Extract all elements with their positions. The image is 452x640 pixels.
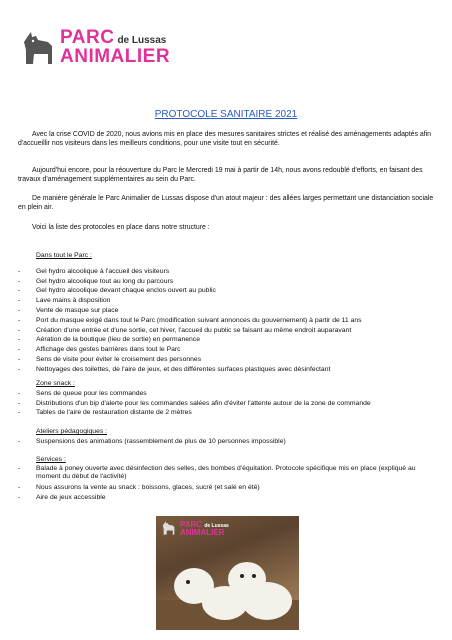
section-parc bbox=[18, 251, 436, 375]
protocol-list bbox=[18, 389, 436, 418]
list-item: - Distributions d'un bip d'alerte pour les commandes salées afin d'éviter l'attente autour de la zone de commande bbox=[18, 399, 371, 407]
list-item: - Balade à poney ouverte avec désinfection des selles, des bombes d'équitation. Protocole spécifique mis en place (expliqué au moment du début de l'activité) bbox=[18, 464, 416, 481]
list-item: - Lave mains à disposition bbox=[18, 297, 111, 305]
goat-logo-icon bbox=[22, 30, 56, 66]
protocol-list bbox=[18, 437, 436, 447]
list-item: - Sens de queue pour les commandes bbox=[18, 389, 147, 397]
protocol-list bbox=[18, 465, 436, 503]
section-heading: Services : bbox=[36, 456, 66, 463]
section-heading: Ateliers pédagogiques : bbox=[36, 428, 108, 435]
parc-animalier-logo bbox=[22, 24, 182, 70]
goat-logo-icon bbox=[162, 520, 176, 536]
list-item: - Aération de la boutique (lieu de sortie) en permanence bbox=[18, 336, 200, 344]
list-item: - Gel hydro alcoolique tout au long du parcours bbox=[18, 277, 174, 285]
list-item: - Sens de visite pour éviter le croisement des personnes bbox=[18, 355, 202, 363]
photo-logo-parc-text: PARC bbox=[180, 520, 203, 529]
logo-animalier-text: ANIMALIER bbox=[60, 46, 171, 67]
section-heading: Zone snack : bbox=[36, 380, 75, 387]
list-item: - Suspensions des animations (rassemblement de plus de 10 personnes impossible) bbox=[18, 437, 286, 445]
list-item: - Affichage des gestes barrières dans tout le Parc bbox=[18, 346, 181, 354]
section-ateliers bbox=[18, 427, 436, 447]
list-item: - Gel hydro alcoolique devant chaque enclos ouvert au public bbox=[18, 287, 216, 295]
list-item: - Aire de jeux accessible bbox=[18, 493, 106, 501]
list-item: - Vente de masque sur place bbox=[18, 306, 119, 314]
intro-paragraph-2: Aujourd'hui encore, pour la réouverture du Parc le Mercredi 19 mai à partir de 14h, nous avons redoublé d'efforts, en faisant des travaux d'aménagement supplémentaires au sein du Parc. bbox=[18, 167, 423, 183]
document-title: PROTOCOLE SANITAIRE 2021 bbox=[154, 109, 298, 120]
intro-paragraph-3: De manière générale le Parc Animalier de Lussas dispose d'un atout majeur : des allées larges permettant une distanciation sociale en plein air. bbox=[18, 195, 434, 211]
list-item: - Nettoyages des toilettes, de l'aire de jeux, et des différentes surfaces plastiques avec désinfectant bbox=[18, 365, 331, 373]
list-item: - Tables de l'aire de restauration distante de 2 mètres bbox=[18, 409, 192, 417]
list-item: - Nous assurons la vente au snack : boissons, glaces, sucré (et salé en été) bbox=[18, 483, 260, 491]
goat-kid-body-right bbox=[242, 582, 292, 620]
intro-paragraph-1: Avec la crise COVID de 2020, nous avions mis en place des mesures sanitaires strictes et réalisé des aménagements adaptés afin d'accueillir nos visiteurs dans les meilleurs conditions, pour une visite tout en sécurité. bbox=[18, 131, 431, 147]
photo-logo-animalier-text: ANIMALIER bbox=[180, 528, 225, 537]
section-services bbox=[18, 455, 436, 503]
logo-parc-text: PARC bbox=[60, 27, 115, 48]
photo-logo-lussas-text: de Lussas bbox=[204, 523, 229, 529]
list-item: - Gel hydro alcoolique à l'accueil des visiteurs bbox=[18, 267, 170, 275]
baby-goats-photo bbox=[156, 516, 299, 630]
list-item: - Port du masque exigé dans tout le Parc (modification suivant annonces du gouvernement) à partir de 11 ans bbox=[18, 316, 362, 324]
protocol-list bbox=[18, 267, 436, 375]
logo-lussas-text: de Lussas bbox=[117, 35, 167, 46]
section-snack bbox=[18, 379, 436, 418]
section-heading: Dans tout le Parc : bbox=[36, 252, 92, 259]
list-item: - Création d'une entrée et d'une sortie, cet hiver, l'accueil du public se faisant au même endroit auparavant bbox=[18, 326, 352, 334]
intro-paragraph-4: Voici la liste des protocoles en place dans notre structure : bbox=[32, 224, 210, 231]
